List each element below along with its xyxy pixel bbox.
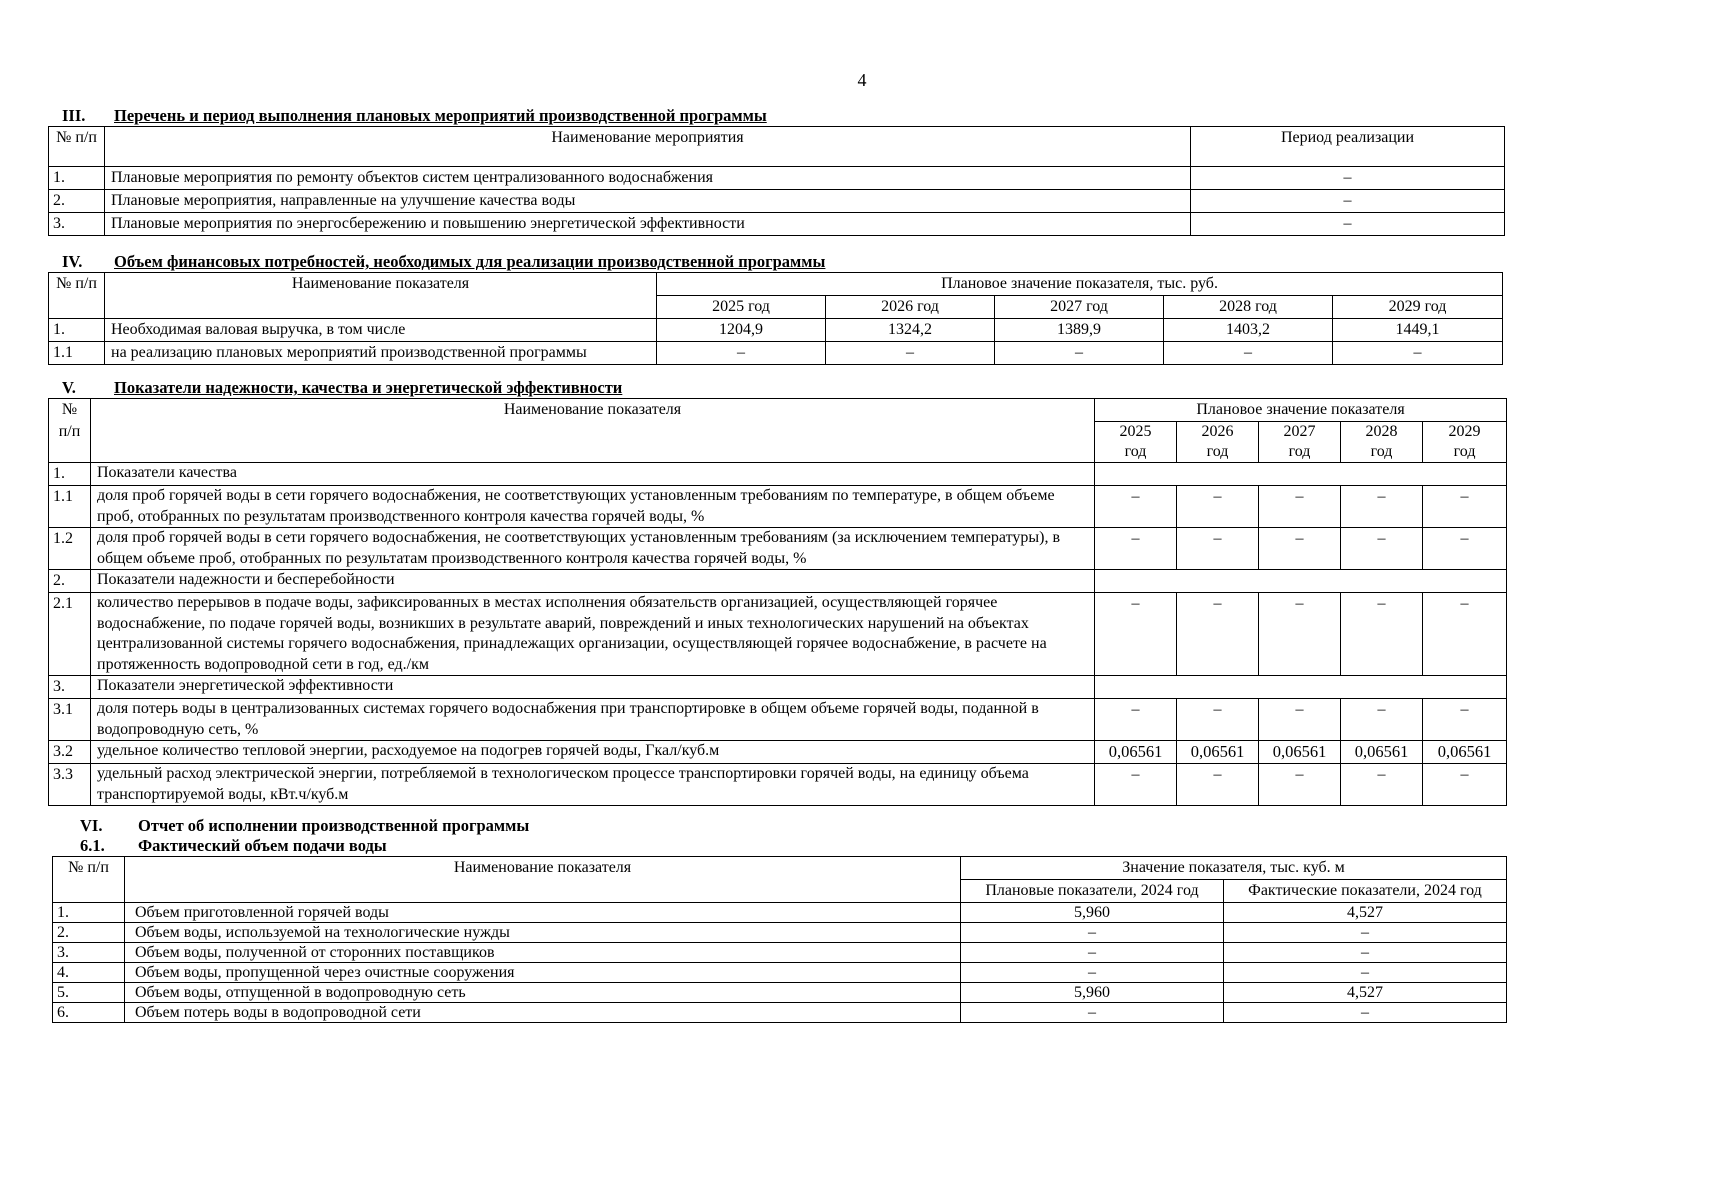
value-cell: – xyxy=(1259,699,1341,741)
group-name: Показатели качества xyxy=(91,463,1095,486)
table-row xyxy=(53,923,1507,943)
fact-value: 4,527 xyxy=(1224,983,1507,1003)
group-name: Показатели энергетической эффективности xyxy=(91,676,1095,699)
group-row xyxy=(49,676,1507,699)
table-reliability-indicators xyxy=(48,398,1507,806)
section-5-number: V. xyxy=(62,378,76,397)
indicator-name: Объем потерь воды в водопроводной сети xyxy=(125,1003,961,1023)
value-cell: – xyxy=(1095,593,1177,676)
indicator-name: Объем воды, отпущенной в водопроводную сеть xyxy=(125,983,961,1003)
table-row xyxy=(49,486,1507,528)
year-header xyxy=(1341,422,1423,463)
year-suffix: год xyxy=(1370,443,1393,460)
empty-cell xyxy=(1095,570,1507,593)
value-cell: – xyxy=(826,342,995,365)
value-cell: 1324,2 xyxy=(826,319,995,342)
indicator-name: доля проб горячей воды в сети горячего водоснабжения, не соответствующих установленным требованиям по температуре, в общем объеме проб, отобранных по результатам производственного контроля качества горячей воды, % xyxy=(91,486,1095,528)
value-cell: – xyxy=(1095,486,1177,528)
group-row xyxy=(49,570,1507,593)
value-cell: – xyxy=(1423,764,1507,806)
row-number: 4. xyxy=(53,963,125,983)
table-financial-needs xyxy=(48,272,1503,365)
table-row xyxy=(49,342,1503,365)
indicator-name: Объем воды, используемой на технологические нужды xyxy=(125,923,961,943)
row-number: 3. xyxy=(49,213,105,236)
value-cell: 1204,9 xyxy=(657,319,826,342)
table-row xyxy=(49,764,1507,806)
table-row xyxy=(53,983,1507,1003)
value-cell: – xyxy=(1259,486,1341,528)
value-cell: – xyxy=(1259,528,1341,570)
col-header-number xyxy=(49,127,105,167)
table-row xyxy=(49,741,1507,764)
value-cell: – xyxy=(995,342,1164,365)
indicator-name: на реализацию плановых мероприятий производственной программы xyxy=(105,342,657,365)
section-4-heading xyxy=(62,252,825,272)
year-header: 2025 год xyxy=(657,296,826,319)
row-number: 1. xyxy=(53,903,125,923)
col-header-activity: Наименование мероприятия xyxy=(105,127,1191,167)
section-6-1-number: 6.1. xyxy=(80,836,105,855)
section-6-title: Отчет об исполнении производственной программы xyxy=(138,816,530,835)
section-5-heading xyxy=(62,378,622,398)
activity-name: Плановые мероприятия, направленные на улучшение качества воды xyxy=(105,190,1191,213)
value-cell: – xyxy=(1177,486,1259,528)
period-value: – xyxy=(1191,167,1505,190)
table-row xyxy=(49,593,1507,676)
year-number: 2027 xyxy=(1283,423,1316,440)
row-number: 3.2 xyxy=(49,741,91,764)
indicator-name: Объем воды, полученной от сторонних поставщиков xyxy=(125,943,961,963)
year-header: 2026 год xyxy=(826,296,995,319)
table-row xyxy=(53,943,1507,963)
year-number: 2029 xyxy=(1448,423,1481,440)
table-row xyxy=(49,699,1507,741)
row-number: 2. xyxy=(49,570,91,593)
table-row xyxy=(53,1003,1507,1023)
value-cell: 0,06561 xyxy=(1341,741,1423,764)
table-row xyxy=(49,213,1505,236)
fact-value: – xyxy=(1224,963,1507,983)
col-header-planned-value: Плановое значение показателя xyxy=(1095,399,1507,422)
col-header-plan-2024: Плановые показатели, 2024 год xyxy=(961,880,1224,903)
plan-value: 5,960 xyxy=(961,983,1224,1003)
year-number: 2028 xyxy=(1365,423,1398,440)
value-cell: – xyxy=(1177,764,1259,806)
row-number: 1. xyxy=(49,319,105,342)
activity-name: Плановые мероприятия по ремонту объектов систем централизованного водоснабжения xyxy=(105,167,1191,190)
value-cell: – xyxy=(657,342,826,365)
value-cell: 0,06561 xyxy=(1259,741,1341,764)
plan-value: – xyxy=(961,963,1224,983)
indicator-name: доля потерь воды в централизованных системах горячего водоснабжения при транспортировке в общем объеме горячей воды, поданной в водопроводную сеть, % xyxy=(91,699,1095,741)
col-header-period: Период реализации xyxy=(1191,127,1505,167)
col-header-number: № п/п xyxy=(49,399,91,463)
value-cell: – xyxy=(1341,528,1423,570)
value-cell: – xyxy=(1341,486,1423,528)
row-number: 1.1 xyxy=(49,342,105,365)
value-cell: 0,06561 xyxy=(1095,741,1177,764)
row-number: 3.3 xyxy=(49,764,91,806)
indicator-name: Необходимая валовая выручка, в том числе xyxy=(105,319,657,342)
year-header xyxy=(1423,422,1507,463)
plan-value: – xyxy=(961,923,1224,943)
year-header xyxy=(1177,422,1259,463)
value-cell: 0,06561 xyxy=(1423,741,1507,764)
year-suffix: год xyxy=(1453,443,1476,460)
row-number: 2. xyxy=(53,923,125,943)
section-3-title: Перечень и период выполнения плановых мероприятий производственной программы xyxy=(114,106,767,125)
year-number: 2025 xyxy=(1119,423,1152,440)
value-cell: – xyxy=(1423,699,1507,741)
row-number: 6. xyxy=(53,1003,125,1023)
plan-value: – xyxy=(961,1003,1224,1023)
row-number: 3. xyxy=(53,943,125,963)
section-3-heading xyxy=(62,106,767,126)
fact-value: 4,527 xyxy=(1224,903,1507,923)
value-cell: – xyxy=(1341,593,1423,676)
row-number: 1.2 xyxy=(49,528,91,570)
col-header-number: № п/п xyxy=(49,273,105,319)
indicator-name: удельный расход электрической энергии, потребляемой в технологическом процессе транспортировки горячей воды, на единицу объема транспортируемой воды, кВт.ч/куб.м xyxy=(91,764,1095,806)
value-cell: – xyxy=(1095,528,1177,570)
col-header-indicator: Наименование показателя xyxy=(105,273,657,319)
col-header-indicator: Наименование показателя xyxy=(125,857,961,903)
value-cell: – xyxy=(1095,699,1177,741)
indicator-name: удельное количество тепловой энергии, расходуемое на подогрев горячей воды, Гкал/куб.м xyxy=(91,741,1095,764)
fact-value: – xyxy=(1224,1003,1507,1023)
table-water-supply-volume xyxy=(52,856,1507,1023)
value-cell: – xyxy=(1423,486,1507,528)
value-cell: – xyxy=(1333,342,1503,365)
value-cell: – xyxy=(1164,342,1333,365)
row-number: 2. xyxy=(49,190,105,213)
col-header-number: № п/п xyxy=(53,857,125,903)
empty-cell xyxy=(1095,463,1507,486)
section-4-number: IV. xyxy=(62,252,83,271)
section-6-heading xyxy=(80,816,529,836)
section-5-title: Показатели надежности, качества и энергетической эффективности xyxy=(114,378,623,397)
table-row xyxy=(49,167,1505,190)
period-value: – xyxy=(1191,190,1505,213)
table-row xyxy=(53,903,1507,923)
year-header xyxy=(1095,422,1177,463)
value-cell: – xyxy=(1341,699,1423,741)
section-4-title: Объем финансовых потребностей, необходимых для реализации производственной программы xyxy=(114,252,826,271)
row-number: 3.1 xyxy=(49,699,91,741)
value-cell: – xyxy=(1259,593,1341,676)
col-header-indicator: Наименование показателя xyxy=(91,399,1095,463)
table-row xyxy=(53,963,1507,983)
row-number: 5. xyxy=(53,983,125,1003)
row-number: 1. xyxy=(49,167,105,190)
group-row xyxy=(49,463,1507,486)
value-cell: – xyxy=(1095,764,1177,806)
row-number: 2.1 xyxy=(49,593,91,676)
year-header: 2028 год xyxy=(1164,296,1333,319)
year-header xyxy=(1259,422,1341,463)
row-number: 1. xyxy=(49,463,91,486)
col-header-indicator-value: Значение показателя, тыс. куб. м xyxy=(961,857,1507,880)
col-header-planned-value: Плановое значение показателя, тыс. руб. xyxy=(657,273,1503,296)
value-cell: 1403,2 xyxy=(1164,319,1333,342)
table-row xyxy=(49,190,1505,213)
table-row xyxy=(49,528,1507,570)
fact-value: – xyxy=(1224,943,1507,963)
group-name: Показатели надежности и бесперебойности xyxy=(91,570,1095,593)
page-number: 4 xyxy=(857,70,867,90)
value-cell: 0,06561 xyxy=(1177,741,1259,764)
col-header-number-text: № п/п xyxy=(56,129,97,146)
section-6-1-title: Фактический объем подачи воды xyxy=(138,836,387,855)
activity-name: Плановые мероприятия по энергосбережению и повышению энергетической эффективности xyxy=(105,213,1191,236)
section-6-number: VI. xyxy=(80,816,103,835)
value-cell: – xyxy=(1259,764,1341,806)
plan-value: 5,960 xyxy=(961,903,1224,923)
empty-cell xyxy=(1095,676,1507,699)
year-header: 2029 год xyxy=(1333,296,1503,319)
year-number: 2026 xyxy=(1201,423,1234,440)
value-cell: – xyxy=(1341,764,1423,806)
value-cell: – xyxy=(1423,528,1507,570)
indicator-name: Объем приготовленной горячей воды xyxy=(125,903,961,923)
section-6-1-heading xyxy=(80,836,387,856)
row-number: 3. xyxy=(49,676,91,699)
period-value: – xyxy=(1191,213,1505,236)
value-cell: – xyxy=(1423,593,1507,676)
value-cell: – xyxy=(1177,528,1259,570)
value-cell: 1449,1 xyxy=(1333,319,1503,342)
section-3-number: III. xyxy=(62,106,86,125)
indicator-name: доля проб горячей воды в сети горячего водоснабжения, не соответствующих установленным требованиям (за исключением температуры), в общем объеме проб, отобранных по результатам производственного контроля качества горячей воды, % xyxy=(91,528,1095,570)
indicator-name: количество перерывов в подаче воды, зафиксированных в местах исполнения обязательств организацией, осуществляющей горячее водоснабжение, по подаче горячей воды, возникших в результате аварий, повреждений и иных технологических нарушений на объектах централизованной системы горячего водоснабжения, принадлежащих организации, осуществляющей горячее водоснабжение, в расчете на протяженность водопроводной сети в год, ед./км xyxy=(91,593,1095,676)
value-cell: – xyxy=(1177,593,1259,676)
plan-value: – xyxy=(961,943,1224,963)
year-suffix: год xyxy=(1124,443,1147,460)
year-suffix: год xyxy=(1288,443,1311,460)
year-suffix: год xyxy=(1206,443,1229,460)
table-activities xyxy=(48,126,1505,236)
fact-value: – xyxy=(1224,923,1507,943)
value-cell: 1389,9 xyxy=(995,319,1164,342)
row-number: 1.1 xyxy=(49,486,91,528)
indicator-name: Объем воды, пропущенной через очистные сооружения xyxy=(125,963,961,983)
year-header: 2027 год xyxy=(995,296,1164,319)
value-cell: – xyxy=(1177,699,1259,741)
table-row xyxy=(49,319,1503,342)
col-header-fact-2024: Фактические показатели, 2024 год xyxy=(1224,880,1507,903)
